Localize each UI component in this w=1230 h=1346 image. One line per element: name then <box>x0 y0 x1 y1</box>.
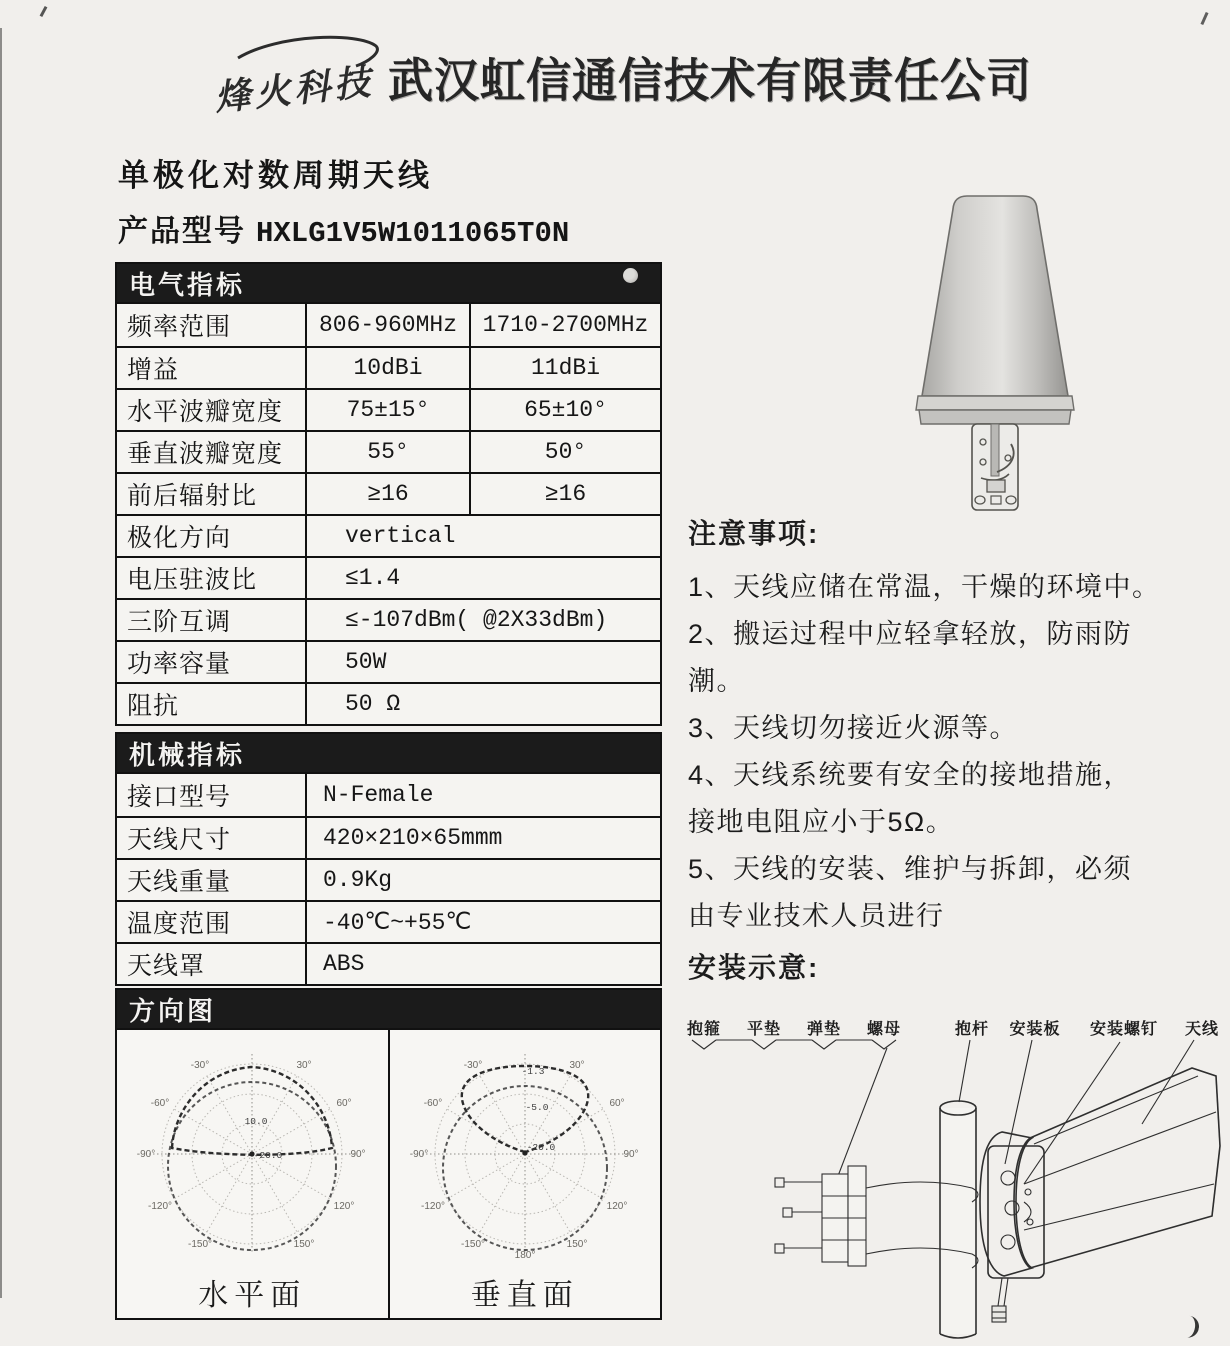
section-header-pattern <box>115 988 662 1028</box>
note-line: 3、天线切勿接近火源等。 <box>688 713 1019 743</box>
part-label: 抱箍 <box>686 1021 722 1038</box>
spec-value: 0.9Kg <box>305 860 660 900</box>
note-line: 潮。 <box>688 666 745 696</box>
spec-label: 频率范围 <box>127 313 232 341</box>
angle-label: -90° <box>137 1149 156 1160</box>
scan-dot-artifact <box>623 268 638 283</box>
spec-label: 阻抗 <box>127 692 180 720</box>
notes-section <box>688 512 1228 986</box>
spec-value: 420×210×65mmm <box>305 818 660 858</box>
spec-label: 极化方向 <box>127 524 232 552</box>
spec-value: 65±10° <box>469 390 660 430</box>
notes-title: 注意事项: <box>688 518 820 549</box>
spec-value: -40℃~+55℃ <box>305 902 660 942</box>
note-line: 1、天线应储在常温，干燥的环境中。 <box>688 572 1161 602</box>
section-header-electrical <box>115 262 662 302</box>
note-line: 由专业技术人员进行 <box>688 901 945 931</box>
spec-value: ≥16 <box>469 474 660 514</box>
product-model-line <box>118 206 569 250</box>
angle-label: -120° <box>420 1201 445 1212</box>
table-row <box>117 858 660 900</box>
angle-label: -60° <box>423 1098 442 1109</box>
angle-label: 30° <box>569 1060 585 1071</box>
scan-artifact <box>1200 12 1208 25</box>
section-title: 方向图 <box>129 995 217 1026</box>
spec-value: 50 Ω <box>305 684 660 724</box>
table-row <box>117 388 660 430</box>
table-row <box>117 346 660 388</box>
part-label: 安装螺钉 <box>1089 1021 1159 1038</box>
product-title: 单极化对数周期天线 <box>118 158 433 193</box>
scale-label: 10.0 <box>244 1116 268 1127</box>
mechanical-table <box>115 772 662 986</box>
spec-label: 温度范围 <box>127 910 232 938</box>
spec-value: 75±15° <box>305 390 469 430</box>
antenna-drawing-icon <box>845 182 1190 514</box>
spec-label: 前后辐射比 <box>127 482 258 510</box>
spec-label: 功率容量 <box>127 650 232 678</box>
table-row <box>117 942 660 984</box>
table-row <box>117 816 660 858</box>
angle-label: 120° <box>333 1201 355 1212</box>
angle-label: 180° <box>514 1250 536 1261</box>
company-name: 武汉虹信通信技术有限责任公司 <box>388 53 1033 108</box>
spec-value: ≤1.4 <box>305 558 660 598</box>
table-row <box>117 304 660 346</box>
angle-label: 60° <box>609 1098 625 1109</box>
angle-label: -30° <box>191 1060 210 1071</box>
spec-tables <box>115 262 662 1320</box>
note-line: 2、搬运过程中应轻拿轻放，防雨防 <box>688 619 1133 649</box>
model-label: 产品型号 <box>118 215 246 248</box>
section-title: 电气指标 <box>129 269 246 300</box>
spec-label: 垂直波瓣宽度 <box>127 440 284 468</box>
scan-edge-artifact <box>0 28 2 1298</box>
plot-caption: 水平面 <box>198 1279 307 1312</box>
part-label: 安装板 <box>1009 1021 1061 1038</box>
table-row <box>117 556 660 598</box>
angle-label: -120° <box>148 1201 173 1212</box>
spec-value: 50W <box>305 642 660 682</box>
spec-value: ≥16 <box>305 474 469 514</box>
spec-value: 55° <box>305 432 469 472</box>
note-line: 接地电阻应小于5Ω。 <box>688 807 955 837</box>
model-number: HXLG1V5W1011065T0N <box>256 217 570 250</box>
angle-label: -90° <box>409 1149 428 1160</box>
spec-value: N-Female <box>305 774 660 816</box>
spec-label: 水平波瓣宽度 <box>127 398 284 426</box>
installation-diagram <box>672 1016 1230 1346</box>
note-line: 5、天线的安装、维护与拆卸，必须 <box>688 854 1133 884</box>
logo-text: 烽火科技 <box>212 60 376 119</box>
scale-label: -20.0 <box>526 1142 556 1153</box>
angle-label: 30° <box>296 1060 312 1071</box>
spec-label: 天线重量 <box>127 868 232 896</box>
spec-label: 增益 <box>127 356 180 384</box>
table-row <box>117 598 660 640</box>
spec-value: ABS <box>305 944 660 984</box>
scan-artifact <box>40 6 48 17</box>
table-row <box>117 682 660 724</box>
scale-label: -5.0 <box>525 1102 549 1113</box>
spec-value: 10dBi <box>305 348 469 388</box>
spec-label: 三阶互调 <box>127 608 232 636</box>
angle-label: 60° <box>336 1098 352 1109</box>
installation-drawing-icon <box>672 1016 1230 1346</box>
angle-label: -150° <box>460 1239 485 1250</box>
polar-chart-horizontal <box>132 1034 372 1274</box>
table-row <box>117 774 660 816</box>
angle-label: 90° <box>350 1149 366 1160</box>
table-row <box>117 514 660 556</box>
polar-plot-vertical <box>388 1030 661 1318</box>
polar-plot-horizontal <box>117 1030 388 1318</box>
part-label: 弹垫 <box>806 1021 842 1038</box>
angle-label: 150° <box>293 1239 315 1250</box>
angle-label: -150° <box>188 1239 213 1250</box>
spec-value: 806-960MHz <box>305 304 469 346</box>
spec-value: vertical <box>305 516 660 556</box>
electrical-table <box>115 302 662 726</box>
table-row <box>117 900 660 942</box>
table-row <box>117 472 660 514</box>
spec-label: 天线尺寸 <box>127 826 232 854</box>
spec-value: ≤-107dBm( @2X33dBm) <box>305 600 660 640</box>
section-title: 机械指标 <box>129 739 246 770</box>
angle-label: 120° <box>606 1201 628 1212</box>
note-line: 4、天线系统要有安全的接地措施， <box>688 760 1133 790</box>
install-title: 安装示意: <box>688 952 820 983</box>
part-label: 抱杆 <box>954 1021 990 1038</box>
table-row <box>117 430 660 472</box>
antenna-photo <box>845 182 1190 519</box>
spec-label: 电压驻波比 <box>127 566 258 594</box>
spec-value: 1710-2700MHz <box>469 304 660 346</box>
angle-label: 90° <box>623 1149 639 1160</box>
part-label: 螺母 <box>866 1021 902 1038</box>
polar-chart-vertical <box>405 1034 645 1274</box>
spec-label: 接口型号 <box>127 783 232 811</box>
scale-label: -20.0 <box>253 1150 283 1161</box>
spec-value: 11dBi <box>469 348 660 388</box>
part-label: 平垫 <box>746 1021 782 1038</box>
plot-caption: 垂直面 <box>470 1279 579 1312</box>
spec-label: 天线罩 <box>127 952 206 980</box>
radiation-pattern-box <box>115 1028 662 1320</box>
part-label: 天线 <box>1184 1021 1220 1038</box>
angle-label: 150° <box>566 1239 588 1250</box>
table-row <box>117 640 660 682</box>
spec-value: 50° <box>469 432 660 472</box>
angle-label: -60° <box>151 1098 170 1109</box>
section-header-mechanical <box>115 732 662 772</box>
company-logo <box>208 32 393 120</box>
angle-label: -30° <box>463 1060 482 1071</box>
scale-label: -1.3 <box>521 1066 545 1077</box>
